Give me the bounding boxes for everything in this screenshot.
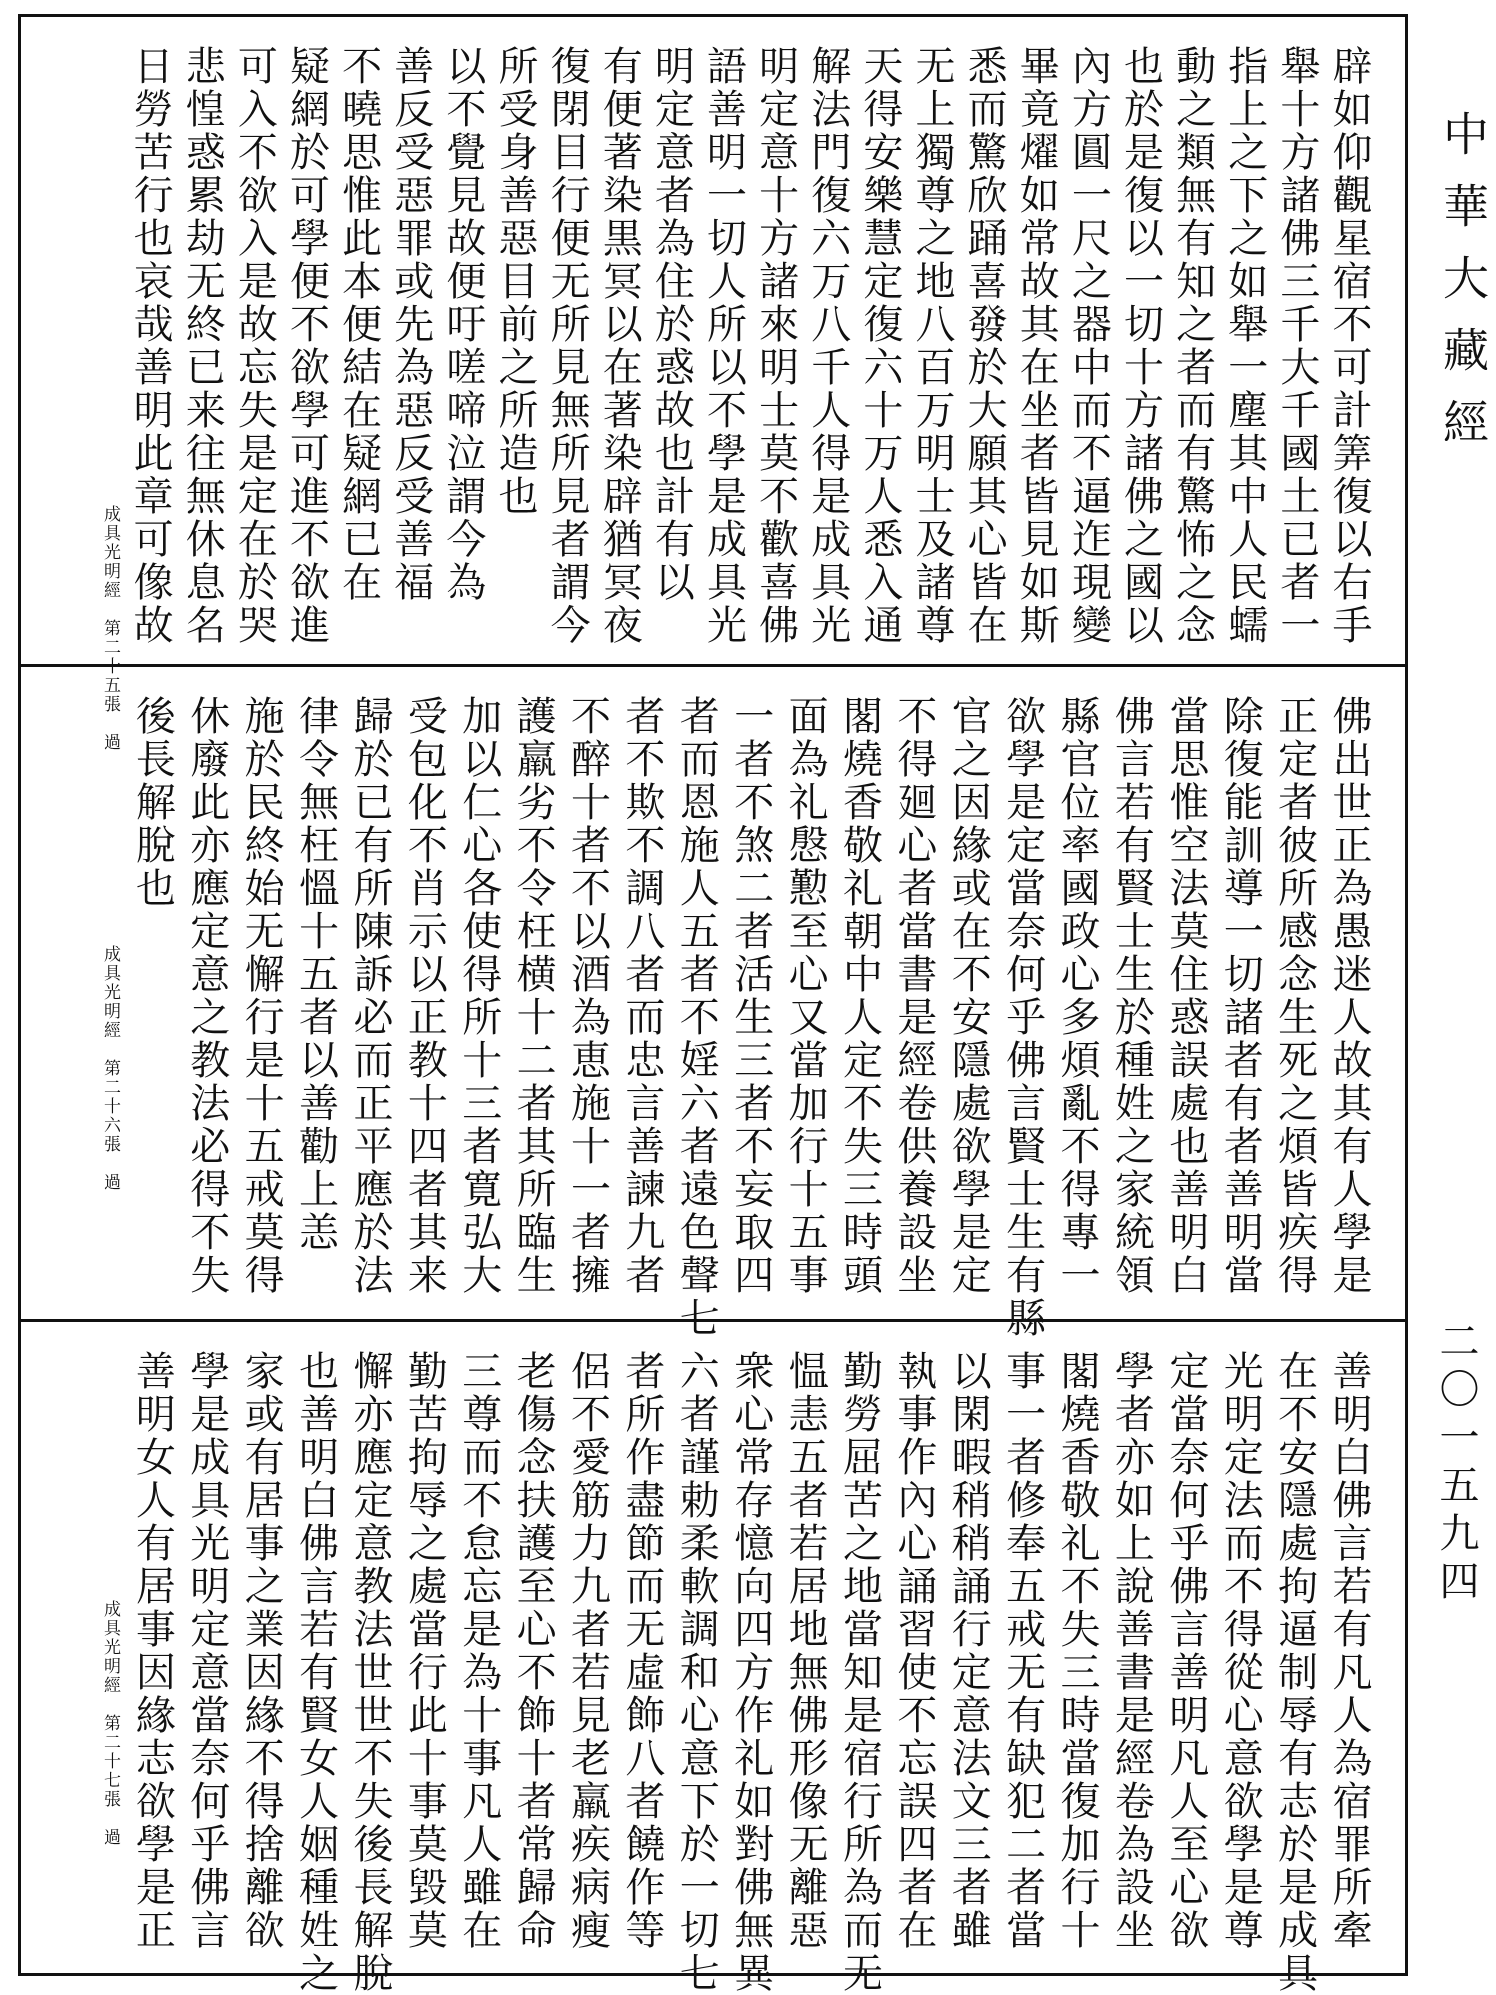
text-column: 天得安樂慧定復六十万人悉入通 <box>856 45 903 647</box>
text-column: 加以仁心各使得所十三者寛弘大 <box>455 695 502 1297</box>
text-column: 三尊而不怠忘是為十事凡人雖在 <box>455 1350 502 1952</box>
text-column: 辟如仰觀星宿不可計筭復以右手 <box>1326 45 1372 647</box>
text-column: 定當奈何乎佛言善明凡人至心欲 <box>1162 1350 1209 1952</box>
text-column: 歸於已有所陳訴必而正平應於法 <box>346 695 393 1297</box>
text-column: 律令無枉慍十五者以善勸上恙 <box>292 695 339 1254</box>
text-column: 侶不愛筋力九者若見老羸疾病瘦 <box>564 1350 611 1952</box>
text-column: 學者亦如上說善書是經卷為設坐 <box>1108 1350 1155 1952</box>
text-column: 解法門復六万八千人得是成具光 <box>804 45 851 647</box>
text-column: 執事作內心誦習使不忘誤四者在 <box>890 1350 937 1952</box>
text-column: 以閑暇稍稍誦行定意法文三者雖 <box>945 1350 992 1952</box>
text-column: 佛言若有賢士生於種姓之家統領 <box>1108 695 1155 1297</box>
text-column: 明定意者為住於惑故也計有以 <box>648 45 695 604</box>
text-column: 畢竟燿如常故其在坐者皆見如斯 <box>1013 45 1060 647</box>
text-column: 除復能訓導一切諸者有者善明當 <box>1217 695 1264 1297</box>
text-column: 閣燒香敬礼不失三時當復加行十 <box>1054 1350 1101 1952</box>
text-column: 面為礼慇懃至心又當加行十五事 <box>782 695 829 1297</box>
text-column: 勤勞屈苦之地當知是宿行所為而无 <box>836 1350 883 1995</box>
text-column: 以不覺見故便吁嗟啼泣謂今為 <box>439 45 486 604</box>
text-column: 老傷念扶護至心不飾十者常歸命 <box>510 1350 557 1952</box>
text-column: 事一者修奉五戒无有缺犯二者當 <box>999 1350 1046 1952</box>
column-group-3 <box>100 1350 1372 1995</box>
text-column: 者所作盡節而无虛飾八者饒作等 <box>618 1350 665 1952</box>
text-column: 也於是復以一切十方諸佛之國以 <box>1117 45 1164 647</box>
text-column: 欲學是定當奈何乎佛言賢士生有縣 <box>999 695 1046 1340</box>
text-column: 愠恚五者若居地無佛形像无離惡 <box>782 1350 829 1952</box>
text-column: 光明定法而不得從心意欲學是尊 <box>1217 1350 1264 1952</box>
text-column: 善明白佛言若有凡人為宿罪所牽 <box>1325 1350 1372 1952</box>
text-column: 悲惶惑累劫无終已来往無休息名 <box>179 45 226 647</box>
text-column: 衆心常存憶向四方作礼如對佛無異 <box>727 1350 774 1995</box>
text-column: 不醉十者不以酒為恵施十一者擁 <box>564 695 611 1297</box>
text-column: 語善明一切人所以不學是成具光 <box>700 45 747 647</box>
text-column: 疑網於可學便不欲學可進不欲進 <box>283 45 330 647</box>
text-column: 正定者彼所感念生死之煩皆疾得 <box>1271 695 1318 1297</box>
text-column: 學是成具光明定意當奈何乎佛言 <box>183 1350 230 1952</box>
text-column: 者而恩施人五者不婬六者遠色聲七 <box>673 695 720 1340</box>
text-panel-1 <box>21 17 1405 752</box>
column-group-1 <box>100 45 1372 752</box>
text-column: 明定意十方諸來明士莫不歡喜佛 <box>752 45 799 647</box>
colophon: 成具光明經 第二十六張 過 <box>100 945 120 1192</box>
page-frame <box>18 14 1408 1995</box>
text-column: 日勞苦行也哀哉善明此章可像故 <box>127 45 174 647</box>
text-column: 懈亦應定意教法世世不失後長解脫 <box>346 1350 393 1995</box>
text-column: 動之類無有知之者而有驚怖之念 <box>1169 45 1216 647</box>
text-column: 內方圓一尺之器中而不逼迮現變 <box>1065 45 1112 647</box>
text-column: 施於民終始无懈行是十五戒莫得 <box>238 695 285 1297</box>
page-number: 二〇一五九四 <box>1433 1320 1479 1608</box>
text-column: 佛出世正為愚迷人故其有人學是 <box>1325 695 1372 1297</box>
text-column: 當思惟空法莫住惑誤處也善明白 <box>1162 695 1209 1297</box>
text-column: 舉十方諸佛三千大千國土已者一 <box>1273 45 1320 647</box>
text-column: 不得廻心者當書是經卷供養設坐 <box>890 695 937 1297</box>
text-column: 縣官位率國政心多煩亂不得專一 <box>1054 695 1101 1297</box>
text-column: 不曉思惟此本便結在疑網已在 <box>335 45 382 604</box>
text-column: 休廢此亦應定意之教法必得不失 <box>183 695 230 1297</box>
text-column: 家或有居事之業因緣不得捨離欲 <box>238 1350 285 1952</box>
text-column: 善明女人有居事因緣志欲學是正 <box>129 1350 176 1952</box>
text-column: 閣燒香敬礼朝中人定不失三時頭 <box>836 695 883 1297</box>
text-column: 者不欺不調八者而忠言善諫九者 <box>618 695 665 1297</box>
text-column: 受包化不肖示以正教十四者其来 <box>401 695 448 1297</box>
text-column: 後長解脫也 <box>129 695 176 910</box>
text-column: 六者謹勅柔軟調和心意下於一切七 <box>673 1350 720 1995</box>
text-column: 也善明白佛言若有賢女人姻種姓之 <box>292 1350 339 1995</box>
text-column: 官之因緣或在不安隱處欲學是定 <box>945 695 992 1297</box>
text-column: 悉而驚欣踊喜發於大願其心皆在 <box>961 45 1008 647</box>
text-column: 在不安隱處拘逼制辱有志於是成具 <box>1271 1350 1318 1995</box>
colophon: 成具光明經 第二十七張 過 <box>100 1600 120 1847</box>
text-column: 有便著染黒冥以在著染辟猶冥夜 <box>596 45 643 647</box>
text-column: 一者不煞二者活生三者不妄取四 <box>727 695 774 1297</box>
text-column: 指上之下之如舉一塵其中人民蠕 <box>1221 45 1268 647</box>
text-column: 可入不欲入是故忘失是定在於哭 <box>231 45 278 647</box>
column-group-2 <box>100 695 1372 1340</box>
text-column: 勤苦拘辱之處當行此十事莫毀莫 <box>401 1350 448 1952</box>
text-panel-3 <box>21 1322 1405 1995</box>
colophon: 成具光明經 第二十五張 過 <box>100 505 120 752</box>
text-column: 善反受惡罪或先為惡反受善福 <box>387 45 434 604</box>
collection-title: 中華大藏經 <box>1436 110 1490 470</box>
text-column: 復閉目行便无所見無所見者謂今 <box>544 45 591 647</box>
text-panel-2 <box>21 667 1405 1340</box>
text-column: 无上獨尊之地八百万明士及諸尊 <box>909 45 955 647</box>
text-column: 所受身善惡目前之所造也 <box>492 45 538 518</box>
text-column: 護羸劣不令枉横十二者其所臨生 <box>510 695 557 1297</box>
